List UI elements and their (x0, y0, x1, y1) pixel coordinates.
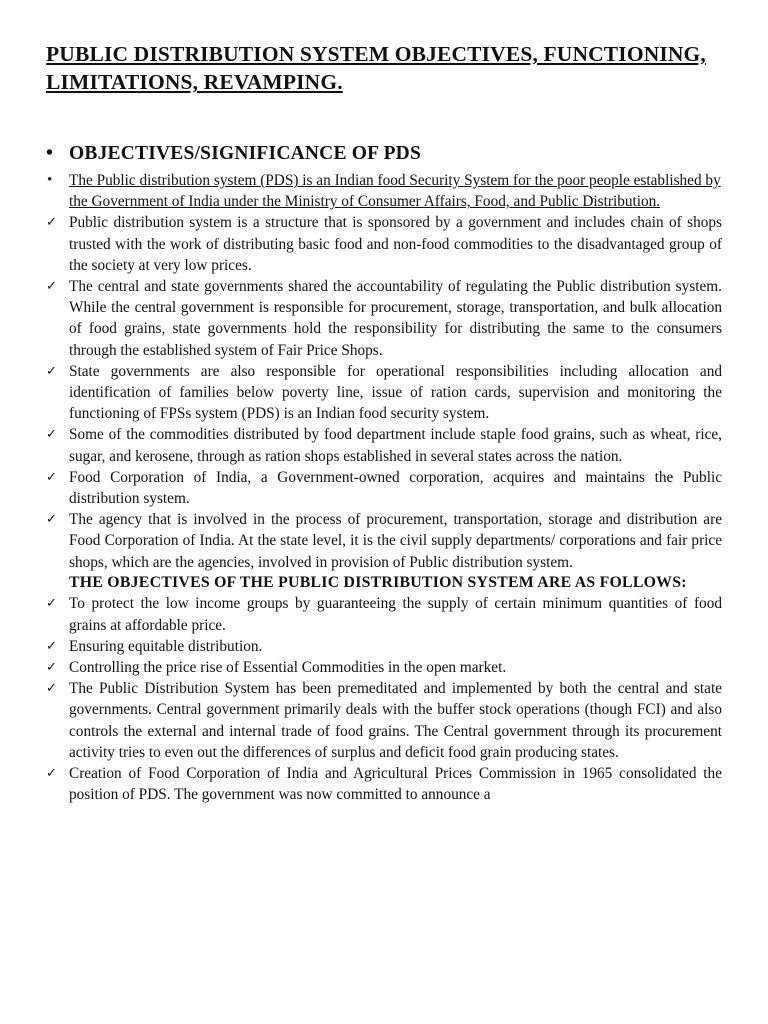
intro-item (46, 170, 722, 212)
section-heading-text: OBJECTIVES/SIGNIFICANCE OF PDS (69, 143, 422, 164)
list-item (46, 276, 722, 361)
section-heading (46, 141, 722, 166)
checkmark-icon: ✓ (46, 469, 57, 485)
list-item-text: Creation of Food Corporation of India and Agricultural Prices Commission in 1965 consolidated the position of PDS. The government was now committed to announce a (69, 765, 722, 804)
list-item (46, 763, 722, 805)
list-item (46, 636, 722, 657)
checkmark-icon: ✓ (46, 279, 57, 295)
bullet-icon: • (46, 142, 54, 164)
document-title: PUBLIC DISTRIBUTION SYSTEM OBJECTIVES, FUNCTIONING, LIMITATIONS, REVAMPING. (46, 42, 706, 94)
list-item (46, 593, 722, 635)
checkmark-icon: ✓ (46, 215, 57, 231)
list-item-text: The Public Distribution System has been premeditated and implemented by both the central and state governments. Central government primarily deals with the buffer stock operations (though FCI) and also controls the external and internal trade of food grains. The Central government through its procurement activity tries to even out the differences of surplus and deficit food grain producing states. (69, 680, 722, 761)
list-item-text: Some of the commodities distributed by food department include staple food grains, such as wheat, rice, sugar, and kerosene, through as ration shops established in several states across the nation. (69, 426, 722, 465)
intro-text: The Public distribution system (PDS) is an Indian food Security System for the poor people established by the Government of India under the Ministry of Consumer Affairs, Food, and Public Distribution. (69, 172, 721, 211)
checkmark-icon: ✓ (46, 363, 57, 379)
checkmark-icon: ✓ (46, 427, 57, 443)
bullet-icon: • (47, 172, 53, 188)
objectives-heading: THE OBJECTIVES OF THE PUBLIC DISTRIBUTION SYSTEM ARE AS FOLLOWS: (69, 573, 687, 591)
list-item (46, 424, 722, 466)
list-item (46, 467, 722, 509)
list-item-text: Public distribution system is a structure that is sponsored by a government and includes chain of shops trusted with the work of distributing basic food and non-food commodities to the disadvantaged group of the society at very low prices. (69, 214, 722, 274)
list-item-text: Controlling the price rise of Essential Commodities in the open market. (69, 659, 507, 677)
document-page (46, 40, 722, 805)
checkmark-icon: ✓ (46, 766, 57, 782)
list-item-text: Food Corporation of India, a Government-owned corporation, acquires and maintains the Public distribution system. (69, 468, 722, 508)
checkmark-icon: ✓ (46, 596, 57, 612)
list-item (46, 678, 722, 763)
list-item (46, 657, 722, 678)
list-item-text: To protect the low income groups by guaranteeing the supply of certain minimum quantities of food grains at affordable price. (69, 595, 722, 634)
list-item-text: The agency that is involved in the process of procurement, transportation, storage and distribution are Food Corporation of India. At the state level, it is the civil supply departments/ corporations and fair price shops, which are the agencies, involved in provision of Public distribution system. (69, 511, 722, 571)
checkmark-icon: ✓ (46, 681, 57, 697)
list-item-text: State governments are also responsible for operational responsibilities including allocation and identification of families below poverty line, issue of ration cards, supervision and monitoring the functioning of FPSs system (PDS) is an Indian food security system. (69, 362, 722, 423)
checkmark-icon: ✓ (46, 638, 57, 654)
checkmark-icon: ✓ (46, 512, 57, 528)
list-item-text: Ensuring equitable distribution. (69, 637, 263, 655)
list-item-text: The central and state governments shared the accountability of regulating the Public distribution system. While the central government is responsible for procurement, storage, transportation, and bulk allocation of food grains, state governments hold the responsibility for distributing the same to the consumers through the established system of Fair Price Shops. (69, 278, 722, 359)
list-item (46, 212, 722, 276)
list-item (46, 361, 722, 425)
list-item (46, 509, 722, 573)
checkmark-icon: ✓ (46, 660, 57, 676)
